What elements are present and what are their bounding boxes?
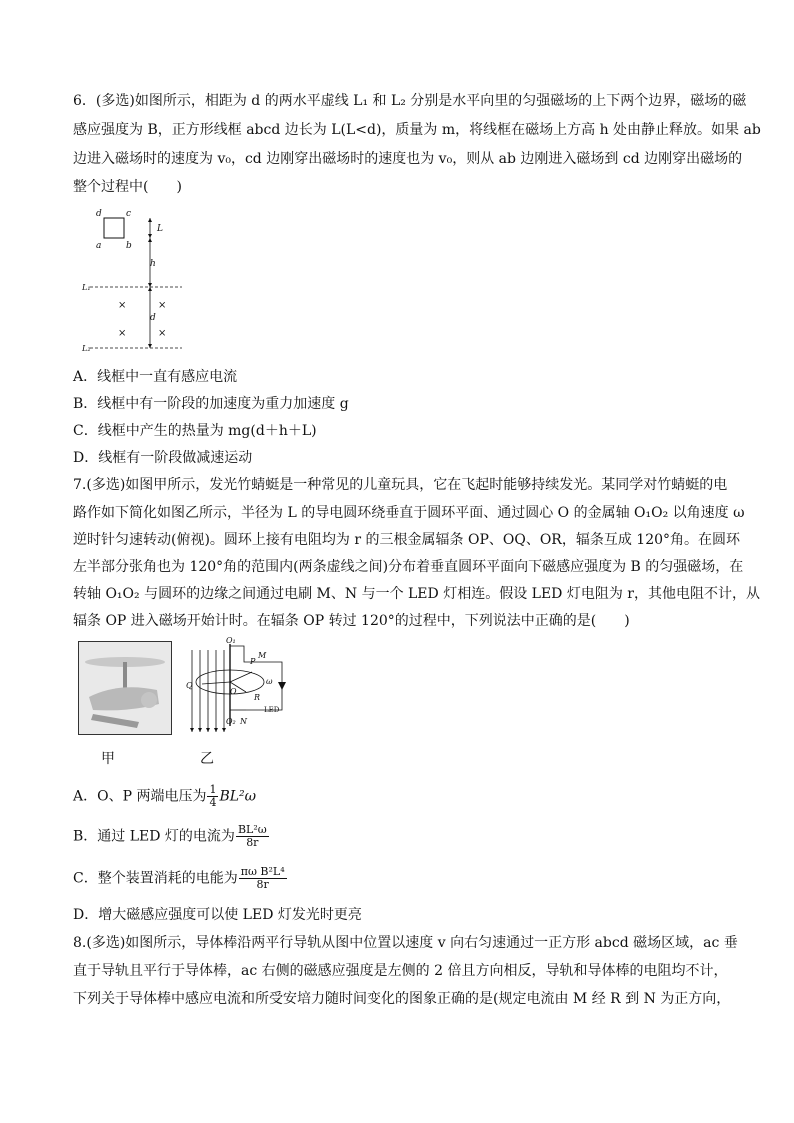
q6-line-2: 感应强度为 B，正方形线框 abcd 边长为 L(L<d)，质量为 m，将线框在磁场上方高 h 处由静止释放。如果 ab: [73, 122, 761, 138]
label-b: b: [126, 241, 132, 251]
cross-3: ×: [118, 328, 127, 339]
q7-line-5: 转轴 O₁O₂ 与圆环的边缘之间通过电刷 M、N 与一个 LED 灯相连。假设 LED 灯电阻为 r，其他电阻不计，从: [73, 586, 760, 602]
label-P: P: [250, 657, 256, 666]
q7-option-b-prefix: B．通过 LED 灯的电流为: [73, 828, 235, 845]
q7-line-1: 7.(多选)如图甲所示，发光竹蜻蜓是一种常见的儿童玩具，它在飞起时能够持续发光。某同学对竹蜻蜓的电: [73, 477, 728, 493]
q7-line-4: 左半部分张角也为 120°角的范围内(两条虚线之间)分布着垂直圆环平面向下磁感应强度为 B 的匀强磁场，在: [73, 559, 744, 575]
q7-circuit-figure: [182, 636, 292, 736]
q7-option-b-fraction: [236, 824, 269, 849]
frac-den: 8r: [246, 836, 259, 849]
q7-option-b: [73, 824, 270, 849]
q7-option-a: [73, 784, 256, 809]
q6-line-3: 边进入磁场时的速度为 v₀，cd 边刚穿出磁场时的速度也为 v₀，则从 ab 边刚进入磁场到 cd 边刚穿出磁场的: [73, 151, 743, 167]
caption-yi: 乙: [200, 751, 214, 767]
label-M: M: [258, 651, 267, 660]
q7-line-2: 路作如下简化如图乙所示，半径为 L 的导电圆环绕垂直于圆环平面、通过圆心 O 的金属轴 O₁O₂ 以角速度 ω: [73, 505, 745, 521]
label-R: R: [254, 693, 261, 702]
frac-num: πω B²L⁴: [240, 865, 285, 878]
frac-num: 1: [209, 783, 217, 796]
q7-option-a-prefix: A．O、P 两端电压为: [73, 788, 207, 805]
label-Q: Q: [186, 681, 193, 690]
q7-line-3: 逆时针匀速转动(俯视)。圆环上接有电阻均为 r 的三根金属辐条 OP、OQ、OR，辐条互成 120°角。在圆环: [73, 532, 741, 548]
label-LED: LED: [264, 706, 280, 714]
q6-option-c: C．线框中产生的热量为 mg(d＋h＋L): [73, 423, 317, 439]
square-frame: [104, 218, 124, 238]
label-L1: L₁: [82, 283, 91, 292]
label-c: c: [126, 209, 132, 219]
q6-line-1: 6．(多选)如图所示，相距为 d 的两水平虚线 L₁ 和 L₂ 分别是水平向里的匀强磁场的上下两个边界，磁场的磁: [73, 93, 747, 109]
q6-option-b: B．线框中有一阶段的加速度为重力加速度 g: [73, 396, 349, 412]
frac-den: 4: [209, 796, 217, 809]
label-a: a: [96, 241, 102, 251]
q6-figure: [78, 200, 198, 355]
label-d: d: [96, 209, 102, 219]
cross-1: ×: [118, 300, 127, 311]
label-L: L: [157, 224, 163, 234]
q7-option-a-suffix: BL²ω: [219, 788, 257, 805]
label-O: O: [230, 687, 237, 696]
frac-den: 8r: [256, 878, 269, 891]
q7-line-6: 辐条 OP 进入磁场开始计时。在辐条 OP 转过 120°的过程中，下列说法中正确的是( ): [73, 613, 630, 629]
frac-num: BL²ω: [237, 823, 267, 836]
label-O1: O₁: [226, 636, 236, 645]
cross-4: ×: [158, 328, 167, 339]
q6-line-4: 整个过程中( ): [73, 179, 182, 195]
q7-option-c-prefix: C．整个装置消耗的电能为: [73, 870, 238, 887]
q8-line-1: 8.(多选)如图所示，导体棒沿两平行导轨从图中位置以速度 v 向右匀速通过一正方形 abcd 磁场区域，ac 垂: [73, 935, 738, 951]
q7-option-a-fraction: [207, 784, 218, 809]
label-h: h: [150, 259, 156, 269]
q7-option-c-fraction: [239, 866, 287, 891]
q8-line-3: 下列关于导体棒中感应电流和所受安培力随时间变化的图象正确的是(规定电流由 M 经 R 到 N 为正方向，: [73, 991, 731, 1007]
caption-jia: 甲: [101, 751, 115, 767]
label-omega: ω: [266, 677, 273, 686]
q7-option-c: [73, 866, 288, 891]
label-dist-d: d: [150, 313, 156, 323]
label-N: N: [240, 717, 247, 726]
cross-2: ×: [158, 300, 167, 311]
q7-option-d: D．增大磁感应强度可以使 LED 灯发光时更亮: [73, 907, 362, 923]
q8-line-2: 直于导轨且平行于导体棒，ac 右侧的磁感应强度是左侧的 2 倍且方向相反，导轨和导体棒的电阻均不计，: [73, 963, 728, 979]
bamboo-dragonfly-photo: [78, 641, 172, 735]
q6-option-a: A．线框中一直有感应电流: [73, 369, 238, 385]
label-O2: O₂: [226, 717, 236, 726]
q6-option-d: D．线框有一阶段做减速运动: [73, 450, 253, 466]
label-L2: L₂: [82, 344, 91, 353]
